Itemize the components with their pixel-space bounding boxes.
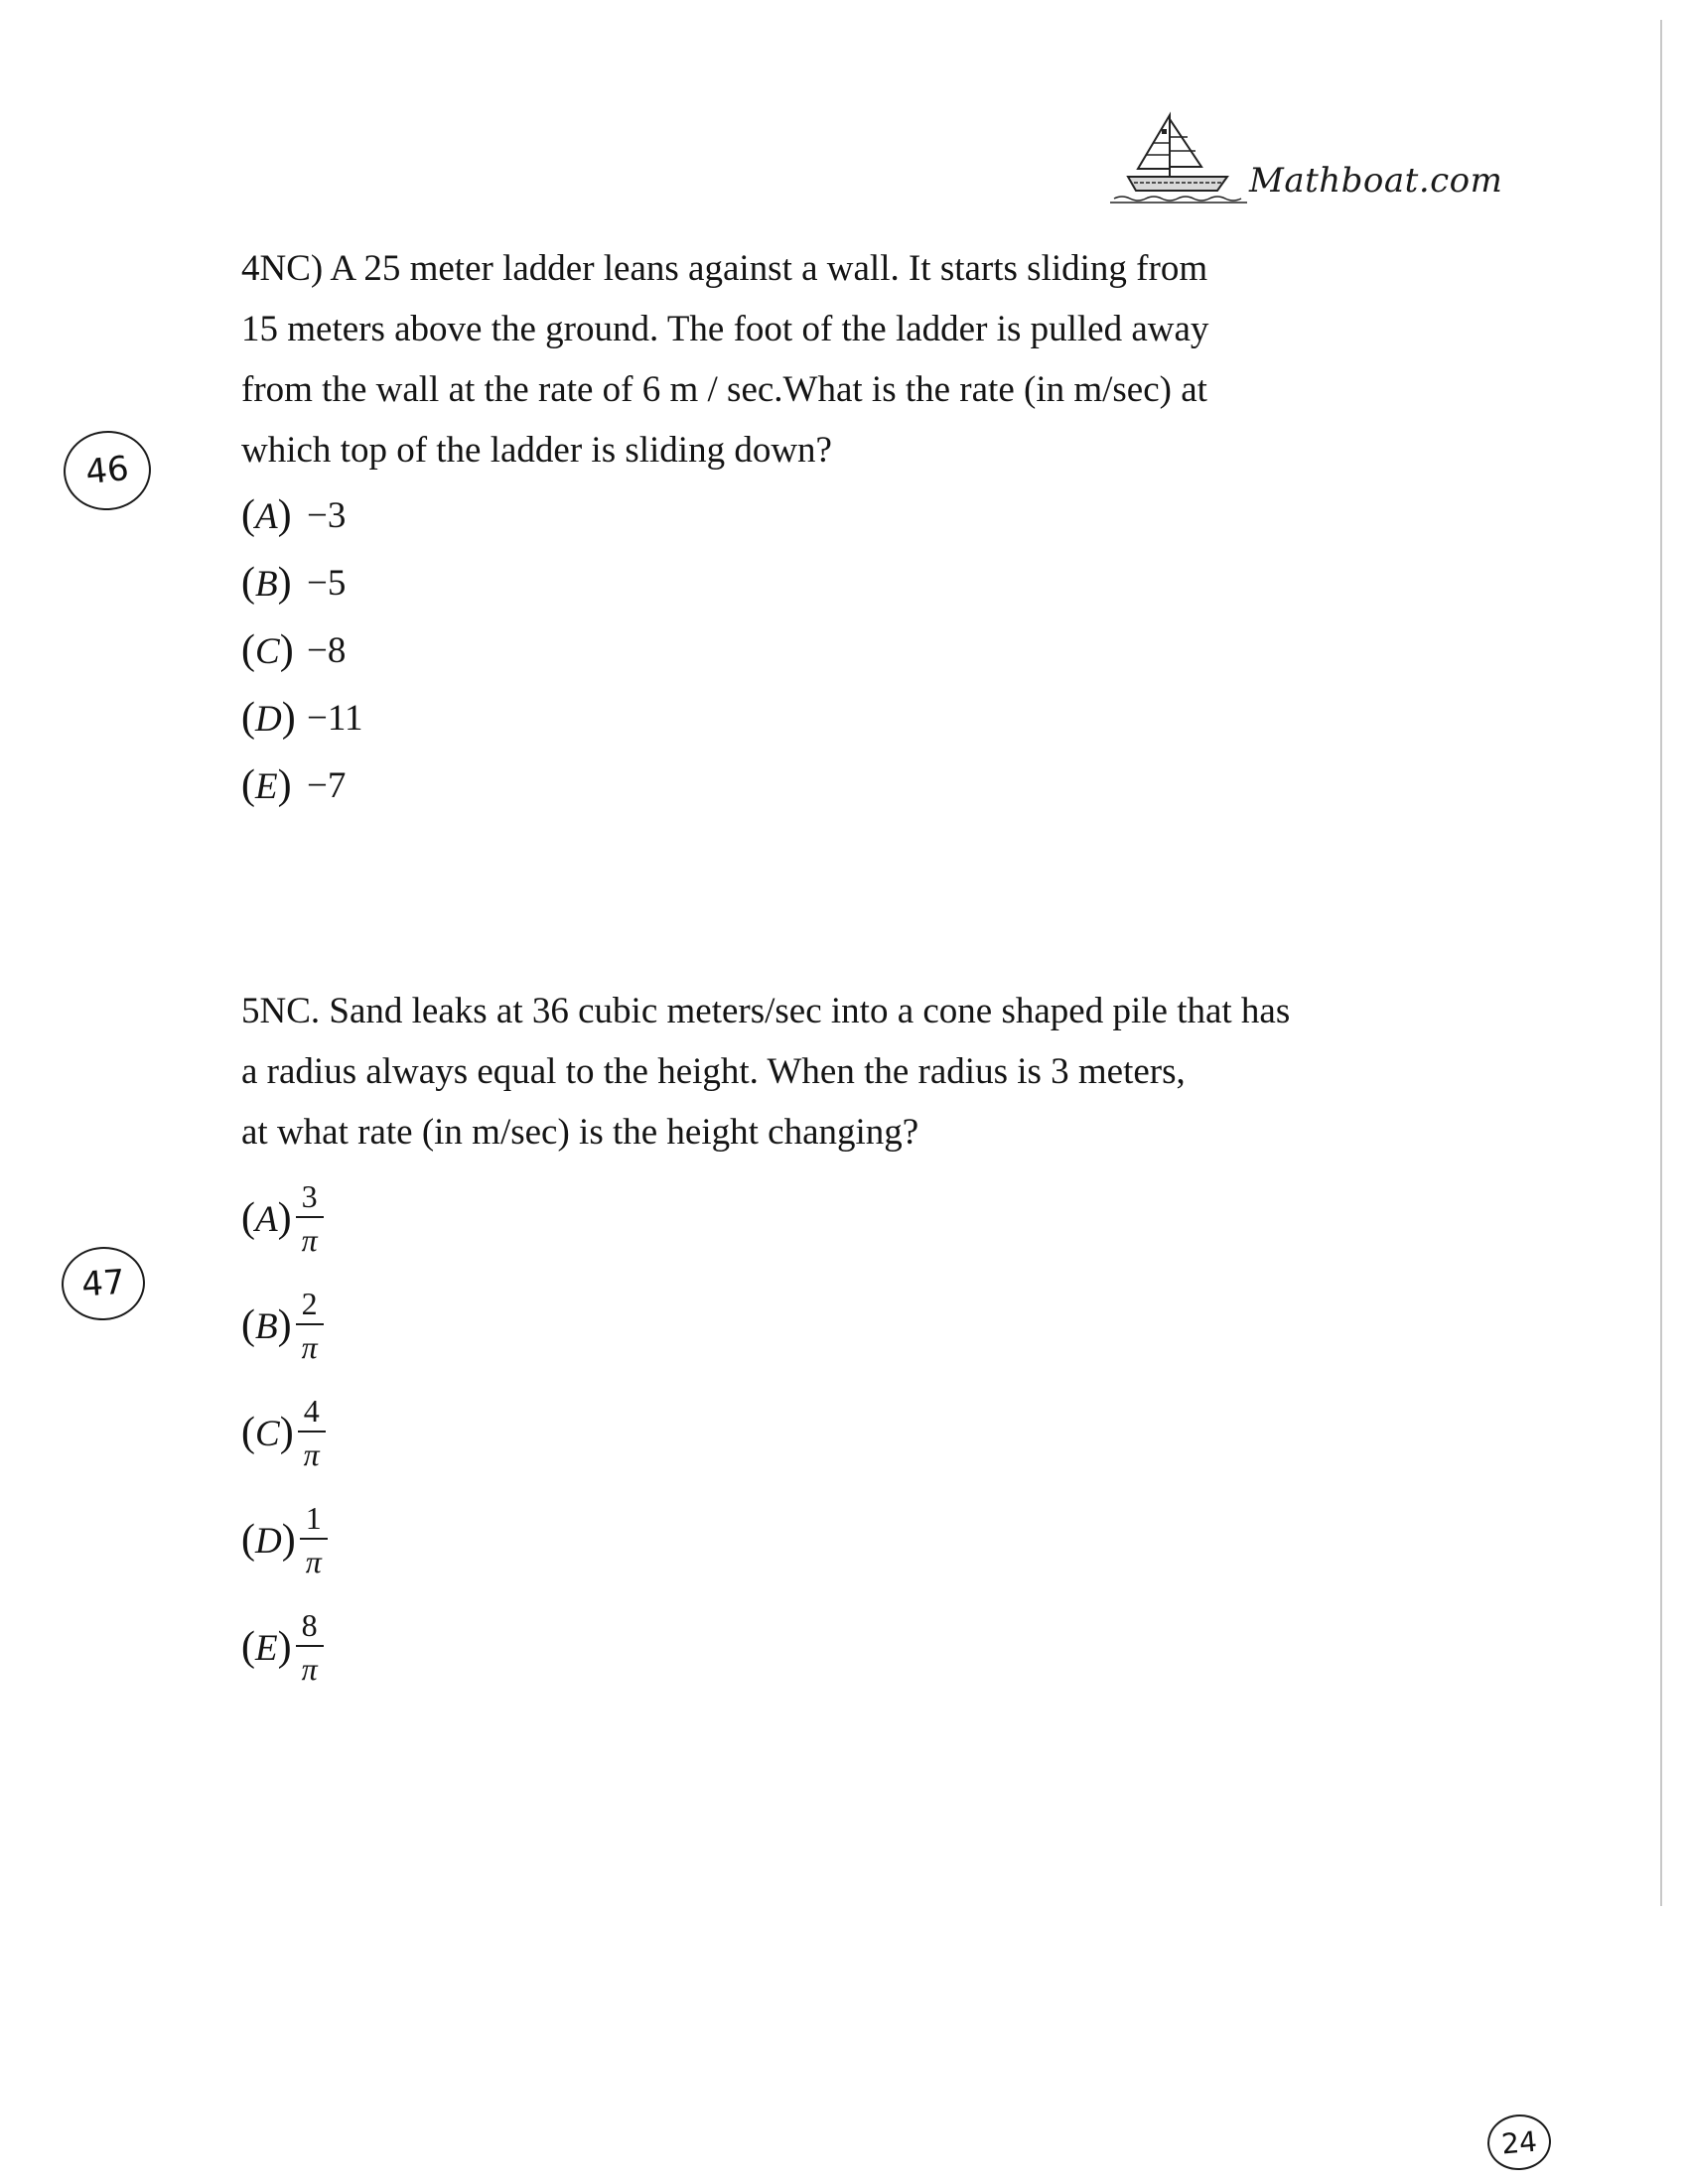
choice-label: (A) [241,492,292,538]
choice-label: (E) [241,762,292,808]
choice-label: (C) [241,627,294,673]
choice-label: (A) [241,1195,292,1241]
fraction-numerator: 4 [298,1395,326,1433]
fraction [300,1502,328,1577]
choice-label: (E) [241,1624,292,1670]
fraction-denominator: π [301,1651,318,1687]
handwritten-question-number: 47 [60,1244,148,1323]
fraction-numerator: 8 [296,1609,324,1647]
choice-e [241,752,1383,820]
choice-d [241,1486,1383,1593]
choice-label: (D) [241,695,296,741]
choice-label: (D) [241,1517,296,1563]
fraction-denominator: π [301,1222,318,1258]
choice-c [241,1379,1383,1486]
choice-value: −11 [307,698,363,739]
question-4-line-3: from the wall at the rate of 6 m / sec.What is the rate (in m/sec) at [241,369,1207,410]
choice-value: −5 [307,563,347,604]
question-4 [241,238,1383,820]
choice-label: (B) [241,560,292,606]
question-4-choices [241,482,1383,820]
handwritten-page-number: 24 [1485,2112,1554,2172]
fraction-numerator: 2 [296,1288,324,1325]
choice-c [241,617,1383,685]
question-5-line-1: 5NC. Sand leaks at 36 cubic meters/sec into a cone shaped pile that has [241,991,1291,1031]
logo-text[interactable]: Mathboat.com [1249,161,1503,201]
fraction [298,1395,326,1470]
question-4-line-1: 4NC) A 25 meter ladder leans against a wall. It starts sliding from [241,248,1208,289]
handwritten-question-number: 46 [60,427,155,515]
mathboat-logo [1110,107,1527,206]
fraction [296,1180,324,1256]
choice-value: −7 [307,765,347,806]
choice-a [241,482,1383,550]
question-5 [241,981,1383,1701]
choice-d [241,685,1383,752]
choice-value: −8 [307,630,347,671]
question-5-choices [241,1164,1383,1701]
choice-a [241,1164,1383,1272]
question-4-line-2: 15 meters above the ground. The foot of the ladder is pulled away [241,309,1209,349]
fraction-denominator: π [301,1329,318,1365]
fraction-denominator: π [303,1436,320,1472]
question-5-line-3: at what rate (in m/sec) is the height changing? [241,1112,919,1153]
choice-b [241,1272,1383,1379]
sailboat-icon [1110,107,1249,206]
fraction [296,1288,324,1363]
choice-b [241,550,1383,617]
fraction-denominator: π [305,1544,322,1579]
fraction-numerator: 3 [296,1180,324,1218]
choice-e [241,1593,1383,1701]
choice-value: −3 [307,495,347,536]
choice-label: (B) [241,1302,292,1348]
fraction-numerator: 1 [300,1502,328,1540]
question-4-line-4: which top of the ladder is sliding down? [241,430,832,471]
page-edge-line [1660,20,1662,1906]
choice-label: (C) [241,1410,294,1455]
question-5-line-2: a radius always equal to the height. When the radius is 3 meters, [241,1051,1186,1092]
fraction [296,1609,324,1685]
